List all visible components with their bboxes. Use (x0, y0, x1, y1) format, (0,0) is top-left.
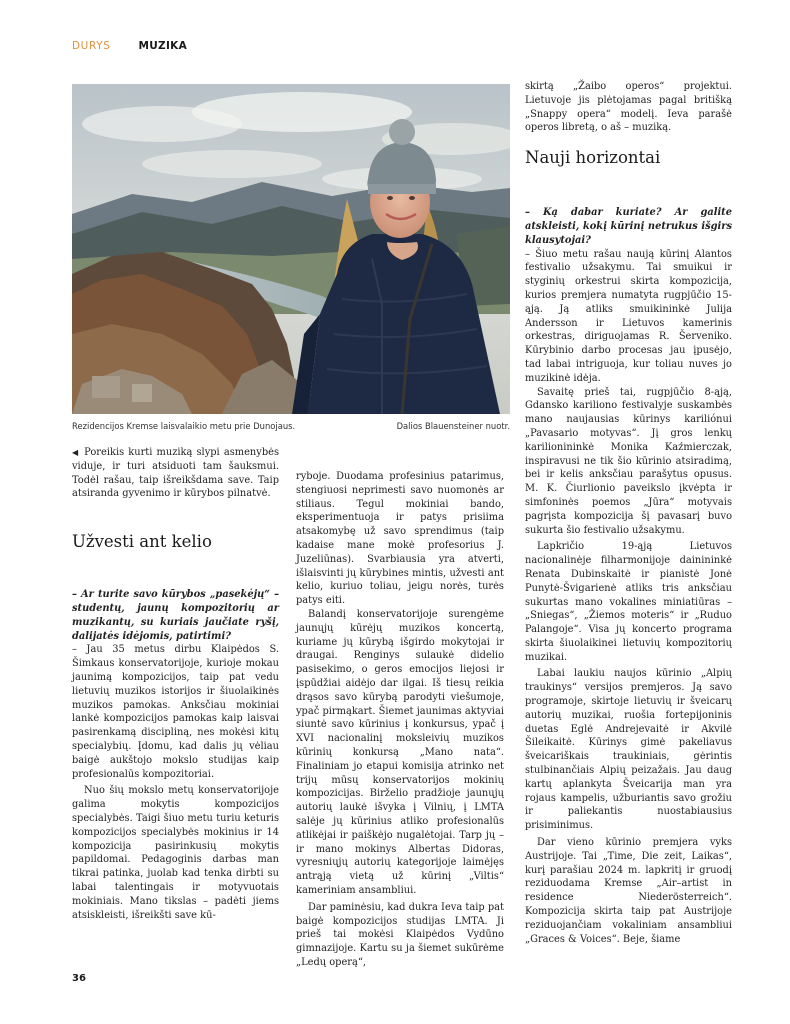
interview-question: – Ar turite savo kūrybos „pasekėjų“ – studentų, jaunų kompozitorių ar muzikantų, su kuriais jaučiate ryšį, dalijatės idėjomis, patirtimi? (72, 589, 279, 642)
photo-credit: Dalios Blauensteiner nuotr. (396, 421, 510, 431)
paragraph: Balandį konservatorijoje surengėme jaunųjų kūrėjų muzikos koncertą, kuriame jų kūrybą išgirdo mokytojai ir draugai. Renginys sulaukė didelio pasisekimo, o geros emocijos liejosi ir įspūdžiai aidėjo dar ilgai. Iš tiesų reikia drąsos savo kūrybą parodyti viešumoje, ypač pirmąkart. Šiemet jaunimas aktyviai siuntė savo kūrinius į konkursus, ypač į XVI nacionalinį moksleivių muzikos kūrinių konkursą „Mano nata“. Finaliniam jo etapui komisija atrinko net trijų mūsų konservatorijos mokinių kompozicijas. Birželio pradžioje jaunųjų autorių laukė išvyka į Vilnių, į LMTA salėje jų kūrinius atliko profesionalūs atlikėjai ir paiškėjo nugalėtojai. Tarp jų – ir mano mokinys Albertas Didoras, vyresniųjų autorių kategorijoje laimėjęs antrąją vietą už kūrinį „Viltis“ kameriniam ansambliui. (296, 608, 504, 896)
paragraph: – Šiuo metu rašau naują kūrinį Alantos festivalio užsakymu. Tai smuikui ir styginių orkestrui skirta kompozicija, kurios premjera numatyta rugpjūčio 15-ąją. Ją atliks smuikininkė Julija Andersson ir Lietuvos kamerinis orkestras, diriguojamas R. Šervenikо. Kūrybinio darbo procesas jau įpusėjo, tad labai intriguoja, kur toliau nuves jo muzikinė idėja. (525, 248, 732, 384)
section-heading-nauji-horizontai: Nauji horizontai (525, 148, 661, 168)
section-label: DURYS (72, 40, 111, 52)
interview-question: – Ką dabar kuriate? Ar galite atskleisti, kokį kūrinį netrukus išgirs klausytojai? (525, 207, 732, 246)
paragraph: Savaitę prieš tai, rugpjūčio 8-ąją, Gdansko kariliono festivalyje suskambės mano naujausias kūrinys kariliónui „Pavasario motyvas“. Jį gros lenkų karilionininkė Monika Kaźmierczak, inspiravusi ne tik šio kūrinio atsiradimą, bei ir kelis anksčiau parašytus opusus. M. K. Čiurlionio paveikslo įkvėpta ir simfoninės poemos „Jūra“ motyvais pagrįsta kompozicija šį pavasarį buvo sukurta šio festivalio užsakymu. (525, 386, 732, 536)
paragraph: Dar vieno kūrinio premjera vyks Austrijoje. Tai „Time, Die zeit, Laikas“, kurį parašiau 2024 m. lapkritį ir gruodį reziduodama Kremse „Air–artist in residence Niederösterreich“. Kompozicija skirta taip pat Austrijoje reziduojančiam vokaliniam ansambliui „Graces & Voices“. Beje, šiame (525, 837, 732, 945)
triangle-left-icon: ◀ (72, 448, 79, 457)
paragraph: ryboje. Duodama profesinius patarimus, stengiuosi neprimesti savo nuomonės ar stiliaus. Tegul mokiniai bando, eksperimentuoja ir patys prisiima atsakomybę už savo sprendimus (taip kadaise mane mokė profesorius J. Juzeliūnas). Svarbiausia yra atverti, išlaisvinti jų kūrybines mintis, užvesti ant kelio, kuriuo toliau, jeigu norės, turės patys eiti. (296, 471, 504, 607)
paragraph: Nuo šių mokslo metų konservatorijoje galima mokytis kompozicijos specialybės. Taigi šiuo metu turiu keturis kompozicijos specialybės mokinius ir 14 kompozicija pasirinkusių mokytis papildomai. Pedagoginis darbas man tikrai patinka, juolab kad tenka dirbti su labai talentingais ir motyvuotais mokiniais. Mano tikslas – padėti jiems atsiskleisti, išreikšti save kū- (72, 785, 279, 921)
woman-on-mountain-image (72, 84, 510, 414)
lead-paragraph: ◀ Poreikis kurti muziką slypi asmenybės viduje, ir turi atsiduoti tam šauksmui. Todėl rašau, taip išreikšdama save. Taip atsiranda gyvenimo ir kūrybos pilnatvė. (72, 447, 279, 500)
column-2 (296, 470, 504, 970)
section-heading-uzvesti: Užvesti ant kelio (72, 532, 212, 552)
column-3 (525, 80, 732, 946)
category-label: MUZIKA (138, 40, 188, 52)
paragraph: – Jau 35 metus dirbu Klaipėdos S. Šimkaus konservatorijoje, kurioje mokau jaunimą kompozicijos, taip pat vedu lietuvių muzikos istorijos ir šiuolaikinės muzikos pamokas. Anksčiau mokiniai lankė kompozicijos pamokas kaip laisvai pasirenkamą discipliną, nes mokėsi kitų specialybių. Įdomu, kad dalis jų vėliau baigė aukštojo mokslo studijas kaip profesionalūs kompozitoriai. (72, 644, 279, 780)
photo-caption: Rezidencijos Kremse laisvalaikio metu prie Dunojaus. (72, 421, 296, 431)
column-1 (72, 446, 279, 922)
paragraph: Dar paminėsiu, kad dukra Ieva taip pat baigė kompozicijos studijas LMTA. Ji prieš tai mokėsi Klaipėdos Vydūno gimnazijoje. Kartu su ja šiemet sukūrėme „Ledų operą“, (296, 901, 504, 968)
running-header (72, 38, 187, 54)
paragraph: skirtą „Žaibo operos“ projektui. Lietuvoje jis plėtojamas pagal britišką „Snappy opera“ modelį. Ieva parašė operos libretą, o aš – muziką. (525, 81, 732, 134)
paragraph: Labai laukiu naujos kūrinio „Alpių traukinys“ versijos premjeros. Ją savo programoje, skirtoje lietuvių ir šveicarų autorių muzikai, ruošia fortepijoninis duetas Eglė Andrejevaitė ir Akvilė Šileikaitė. Kūrinys gimė pakeliavus šveicariškais traukiniais, gėrintis stulbinančiais Alpių peizažais. Jau daug kartų aplankyta Šveicarija man yra rojaus kampelis, užburiantis savo grožiu ir paliekantis nuostabiausius prisiminimus. (525, 668, 732, 832)
page-number: 36 (72, 973, 86, 984)
photo-caption-row (72, 421, 510, 431)
paragraph: Lapkričio 19-ąją Lietuvos nacionalinėje filharmonijoje dainininkė Renata Dubinskaitė ir pianistė Jonė Punytė-Švigarienė atliks tris anksčiau sukurtas mano vokalines miniatiūras – „Sniegas“, „Žiemos moteris“ ir „Ruduo Palangoje“. Visa jų koncerto programa skirta šiuolaikinei lietuvių kompozitorių muzikai. (525, 541, 732, 663)
article-photo (72, 84, 510, 414)
